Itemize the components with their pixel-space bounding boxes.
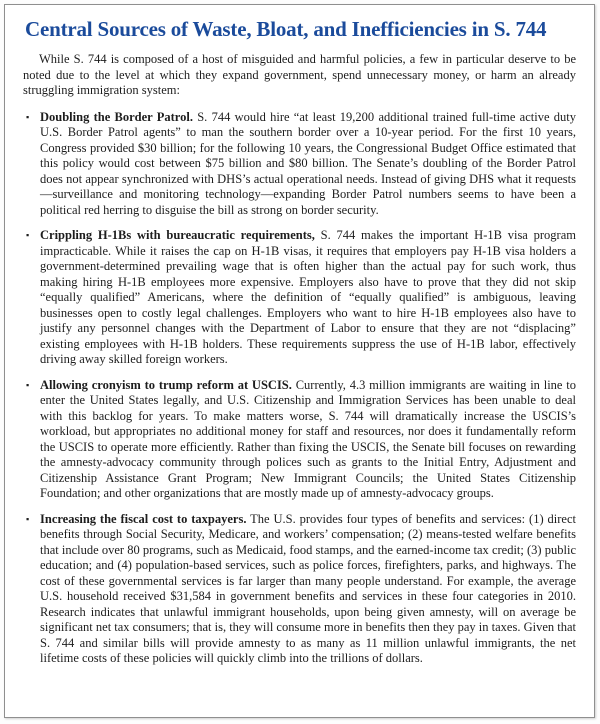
- bullet-body: S. 744 would hire “at least 19,200 additional trained full-time active duty U.S. Border Patrol agents” to man the southern border over a 10-year period. For the first 10 years, Congress provided $30 billion; for the following 10 years, the Congressional Budget Office estimated that this policy would cost between $75 billion and $80 billion. The Senate’s doubling of the Border Patrol does not appear synchronized with DHS’s actual operational needs. Instead of giving DHS what it requests—surveillance and monitoring technology—expanding Border Patrol numbers seems to have been a political red herring to disguise the bill as strong on border security.: [40, 109, 576, 217]
- bullet-body: The U.S. provides four types of benefits and services: (1) direct benefits through Social Security, Medicare, and workers’ compensation; (2) means-tested welfare benefits that include over 80 programs, such as Medicaid, food stamps, and the earned-income tax credit; (3) public education; and (4) population-based services, such as police forces, firefighters, parks, and highways. The cost of these governmental services is far larger than many people understand. For example, the average U.S. household received $31,584 in government benefits and services in these four categories in 2010. Research indicates that unlawful immigrant households, upon being given amnesty, will on average be significant net tax consumers; that is, they will consume more in benefits then they pay in taxes. Given that S. 744 and similar bills will provide amnesty to as many as 11 million unlawful immigrants, the net lifetime costs of these policies will quickly climb into the trillions of dollars.: [40, 511, 576, 665]
- bullet-lead: Increasing the fiscal cost to taxpayers.: [40, 511, 247, 526]
- square-bullet-icon: ▪: [26, 513, 30, 524]
- bullet-lead: Allowing cronyism to trump reform at USCIS.: [40, 377, 292, 392]
- bullet-item-h1b: [23, 228, 576, 368]
- bullet-body: S. 744 makes the important H-1B visa program impracticable. While it raises the cap on H-1B visas, it requires that employers pay H-1B visa holders a government-determined prevailing wage that is often higher than the actual pay for such work, thus making hiring H-1B employees more expensive. Employers also have to prove that they did not skip “equally qualified” Americans, where the definition of “equally qualified” is ambiguous, leaving businesses open to costly legal challenges. Employers who want to hire H-1B employees also have to justify any personnel changes with the Department of Labor to ensure that they are not “displacing” existing employees with H-1B holders. These requirements suppress the use of H-1B labor, effectively driving away skilled foreign workers.: [40, 228, 576, 366]
- bullet-lead: Crippling H-1Bs with bureaucratic requirements,: [40, 228, 315, 242]
- bullet-lead: Doubling the Border Patrol.: [40, 109, 193, 124]
- document-box: [4, 4, 595, 718]
- intro-paragraph: While S. 744 is composed of a host of misguided and harmful policies, a few in particular deserve to be noted due to the level at which they expand government, spend unnecessary money, or harm an already struggling immigration system:: [23, 52, 576, 97]
- bullet-item-fiscal-cost: [23, 512, 576, 667]
- document-title: Central Sources of Waste, Bloat, and Inefficiencies in S. 744: [25, 17, 547, 41]
- square-bullet-icon: ▪: [26, 111, 30, 122]
- bullet-list: [23, 110, 576, 667]
- bullet-text: [40, 228, 576, 368]
- bullet-text: [40, 512, 576, 667]
- square-bullet-icon: ▪: [26, 379, 30, 390]
- bullet-text: [40, 378, 576, 502]
- bullet-text: [40, 110, 576, 219]
- bullet-body: Currently, 4.3 million immigrants are waiting in line to enter the United States legally, and U.S. Citizenship and Immigration Services has been unable to deal with this backlog for years. To make matters worse, S. 744 will dramatically increase the USCIS’s workload, but appropriates no additional money for staff and resources, nor does it fundamentally reform the USCIS to operate more efficiently. Rather than fixing the USCIS, the Senate bill focuses on rewarding the amnesty-advocacy community through polices such as grants to the Initial Entry, Adjustment and Citizenship Assistance Grant Program; New Immigrant Councils; the United States Citizenship Foundation; and other organizations that are mostly made up of amnesty-advocacy groups.: [40, 377, 576, 500]
- bullet-item-border-patrol: [23, 110, 576, 219]
- square-bullet-icon: ▪: [26, 230, 30, 240]
- bullet-item-uscis: [23, 378, 576, 502]
